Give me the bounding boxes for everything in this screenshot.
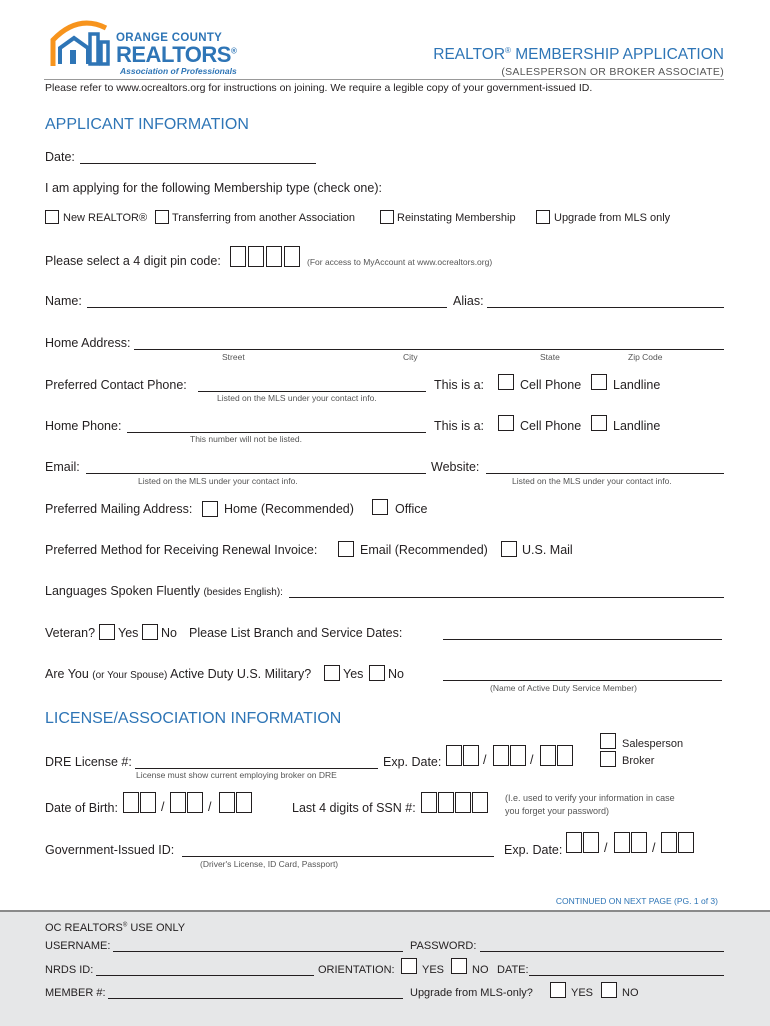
languages-note: (besides English): <box>203 587 283 598</box>
pref-phone-note: Listed on the MLS under your contact info. <box>217 393 377 403</box>
broker-checkbox[interactable] <box>600 751 616 767</box>
applicant-heading: APPLICANT INFORMATION <box>45 116 249 133</box>
pref-landline-label: Landline <box>613 378 661 392</box>
home-landline-checkbox[interactable] <box>591 415 607 431</box>
pref-phone-type-label: This is a: <box>434 378 485 392</box>
website-field[interactable] <box>486 473 724 474</box>
gov-id-field[interactable] <box>182 856 494 857</box>
dob-y1[interactable] <box>219 792 235 813</box>
upgrade-label: Upgrade from MLS only <box>554 212 671 224</box>
salesperson-checkbox[interactable] <box>600 733 616 749</box>
languages-label-text: Languages Spoken Fluently <box>45 584 200 598</box>
new-realtor-label: New REALTOR® <box>63 212 148 224</box>
ssn-digit-4[interactable] <box>472 792 488 813</box>
military-no-label: No <box>388 667 404 681</box>
gov-exp-slash1: / <box>604 841 608 855</box>
salesperson-label: Salesperson <box>622 738 684 750</box>
upgrade-mls-label: Upgrade from MLS-only? <box>410 987 533 999</box>
renewal-label: Preferred Method for Receiving Renewal Invoice: <box>45 543 318 557</box>
home-phone-type-label: This is a: <box>434 419 485 433</box>
veteran-label: Veteran? <box>45 626 96 640</box>
military-label-c: Active Duty U.S. Military? <box>170 667 312 681</box>
alias-field[interactable] <box>487 307 724 308</box>
office-title-b: USE ONLY <box>127 922 186 934</box>
ssn-note-1: (I.e. used to verify your information in case <box>505 793 675 803</box>
home-landline-label: Landline <box>613 419 661 433</box>
member-field[interactable] <box>108 998 403 999</box>
license-heading: LICENSE/ASSOCIATION INFORMATION <box>45 710 342 727</box>
nrds-label: NRDS ID: <box>45 964 94 976</box>
addr-street: Street <box>222 352 245 362</box>
military-label <box>45 667 311 681</box>
home-phone-field[interactable] <box>127 432 426 433</box>
transfer-checkbox[interactable] <box>155 210 169 224</box>
military-label-a: Are You <box>45 667 89 681</box>
dre-exp-m2[interactable] <box>463 745 479 766</box>
house-logo-icon <box>50 20 120 68</box>
home-phone-label: Home Phone: <box>45 419 122 433</box>
home-phone-note: This number will not be listed. <box>190 434 302 444</box>
member-label: MEMBER #: <box>45 987 106 999</box>
title-a: REALTOR <box>433 46 506 64</box>
logo-realtors: REALTORS <box>116 42 231 67</box>
username-label: USERNAME: <box>45 940 111 952</box>
renewal-mail-checkbox[interactable] <box>501 541 517 557</box>
military-label-b: (or Your Spouse) <box>92 670 168 681</box>
office-title-a: OC REALTORS <box>45 922 123 934</box>
dre-exp-d2[interactable] <box>510 745 526 766</box>
transfer-label: Transferring from another Association <box>172 212 356 224</box>
alias-label: Alias: <box>453 294 484 308</box>
email-label: Email: <box>45 460 80 474</box>
pin-digit-1[interactable] <box>230 246 246 267</box>
mailing-office-label: Office <box>395 502 428 516</box>
pref-phone-field[interactable] <box>198 391 426 392</box>
military-name-field[interactable] <box>443 680 722 681</box>
logo-line3: Association of Professionals <box>120 66 237 76</box>
name-field[interactable] <box>87 307 447 308</box>
date-field[interactable] <box>80 163 316 164</box>
mailing-home-checkbox[interactable] <box>202 501 218 517</box>
orientation-label: ORIENTATION: <box>318 964 395 976</box>
renewal-mail-label: U.S. Mail <box>522 543 573 557</box>
office-use-title <box>45 922 185 934</box>
military-yes-label: Yes <box>343 667 364 681</box>
office-title-sup: ® <box>122 922 128 929</box>
continued-note: CONTINUED ON NEXT PAGE (PG. 1 of 3) <box>555 896 718 906</box>
addr-state: State <box>540 352 560 362</box>
pin-digit-2[interactable] <box>248 246 264 267</box>
dob-slash1: / <box>161 800 165 814</box>
addr-zip: Zip Code <box>628 352 663 362</box>
mailing-office-checkbox[interactable] <box>372 499 388 515</box>
dre-exp-m1[interactable] <box>446 745 462 766</box>
orientation-no-checkbox[interactable] <box>451 958 467 974</box>
ssn-label: Last 4 digits of SSN #: <box>292 801 416 815</box>
veteran-yes-checkbox[interactable] <box>99 624 115 640</box>
upgrade-no-checkbox[interactable] <box>601 982 617 998</box>
branch-label: Please List Branch and Service Dates: <box>189 626 403 640</box>
home-cell-checkbox[interactable] <box>498 415 514 431</box>
broker-label: Broker <box>622 755 655 767</box>
gov-id-note: (Driver's License, ID Card, Passport) <box>200 859 339 869</box>
orientation-yes-label: YES <box>422 964 445 976</box>
languages-label <box>45 584 283 598</box>
logo-line1: ORANGE COUNTY <box>116 32 223 44</box>
pin-digit-4[interactable] <box>284 246 300 267</box>
header-rule <box>44 79 724 80</box>
dob-m2[interactable] <box>140 792 156 813</box>
dre-exp-slash2: / <box>530 753 534 767</box>
dre-exp-label: Exp. Date: <box>383 755 442 769</box>
veteran-no-checkbox[interactable] <box>142 624 158 640</box>
membership-prompt: I am applying for the following Membership type (check one): <box>45 181 382 195</box>
pref-landline-checkbox[interactable] <box>591 374 607 390</box>
home-cell-label: Cell Phone <box>520 419 582 433</box>
ssn-digit-2[interactable] <box>438 792 454 813</box>
reinstate-checkbox[interactable] <box>380 210 394 224</box>
pin-digit-3[interactable] <box>266 246 282 267</box>
pref-cell-label: Cell Phone <box>520 378 582 392</box>
dob-d2[interactable] <box>187 792 203 813</box>
reinstate-label: Reinstating Membership <box>397 212 516 224</box>
orientation-yes-checkbox[interactable] <box>401 958 417 974</box>
password-field[interactable] <box>480 951 724 952</box>
gov-exp-y1[interactable] <box>661 832 677 853</box>
pref-cell-checkbox[interactable] <box>498 374 514 390</box>
dre-exp-slash1: / <box>483 753 487 767</box>
pin-label: Please select a 4 digit pin code: <box>45 254 221 268</box>
dre-field[interactable] <box>135 768 378 769</box>
nrds-field[interactable] <box>96 975 314 976</box>
gov-exp-m2[interactable] <box>583 832 599 853</box>
upgrade-yes-checkbox[interactable] <box>550 982 566 998</box>
military-no-checkbox[interactable] <box>369 665 385 681</box>
languages-field[interactable] <box>289 597 724 598</box>
gov-exp-m1[interactable] <box>566 832 582 853</box>
form-subtitle: (SALESPERSON OR BROKER ASSOCIATE) <box>501 66 724 78</box>
name-label: Name: <box>45 294 82 308</box>
website-label: Website: <box>431 460 480 474</box>
logo-line2 <box>116 42 236 68</box>
veteran-yes-label: Yes <box>118 626 139 640</box>
username-field[interactable] <box>113 951 403 952</box>
website-note: Listed on the MLS under your contact info. <box>512 476 672 486</box>
gov-exp-slash2: / <box>652 841 656 855</box>
email-note: Listed on the MLS under your contact info. <box>138 476 298 486</box>
home-address-label: Home Address: <box>45 336 131 350</box>
dre-label: DRE License #: <box>45 755 132 769</box>
dob-m1[interactable] <box>123 792 139 813</box>
home-address-field[interactable] <box>134 349 724 350</box>
pin-note: (For access to MyAccount at www.ocrealtors.org) <box>307 257 493 267</box>
ssn-note-2: you forget your password) <box>505 806 610 816</box>
mailing-home-label: Home (Recommended) <box>224 502 354 516</box>
ssn-digit-1[interactable] <box>421 792 437 813</box>
dob-y2[interactable] <box>236 792 252 813</box>
dob-d1[interactable] <box>170 792 186 813</box>
addr-city: City <box>403 352 418 362</box>
gov-exp-label: Exp. Date: <box>504 843 563 857</box>
dre-exp-y1[interactable] <box>540 745 556 766</box>
form-title <box>433 46 724 64</box>
gov-exp-y2[interactable] <box>678 832 694 853</box>
branch-field[interactable] <box>443 639 722 640</box>
upgrade-no-label: NO <box>622 987 639 999</box>
date-label: Date: <box>45 150 75 164</box>
gov-exp-d1[interactable] <box>614 832 630 853</box>
pref-phone-label: Preferred Contact Phone: <box>45 378 187 392</box>
intro-text: Please refer to www.ocrealtors.org for instructions on joining. We require a legible copy of your government-issued ID. <box>45 82 593 94</box>
orientation-no-label: NO <box>472 964 489 976</box>
date-office-field[interactable] <box>529 975 724 976</box>
veteran-no-label: No <box>161 626 177 640</box>
gov-id-label: Government-Issued ID: <box>45 843 175 857</box>
email-field[interactable] <box>86 473 426 474</box>
upgrade-checkbox[interactable] <box>536 210 550 224</box>
military-yes-checkbox[interactable] <box>324 665 340 681</box>
upgrade-yes-label: YES <box>571 987 594 999</box>
ssn-digit-3[interactable] <box>455 792 471 813</box>
gov-exp-d2[interactable] <box>631 832 647 853</box>
new-realtor-checkbox[interactable] <box>45 210 59 224</box>
dob-label: Date of Birth: <box>45 801 118 815</box>
dre-note: License must show current employing broker on DRE <box>136 770 337 780</box>
title-sup: ® <box>505 46 511 55</box>
dre-exp-d1[interactable] <box>493 745 509 766</box>
renewal-email-label: Email (Recommended) <box>360 543 488 557</box>
mailing-label: Preferred Mailing Address: <box>45 502 193 516</box>
title-b: MEMBERSHIP APPLICATION <box>510 46 724 64</box>
dre-exp-y2[interactable] <box>557 745 573 766</box>
password-label: PASSWORD: <box>410 940 477 952</box>
logo-reg: ® <box>230 46 237 56</box>
renewal-email-checkbox[interactable] <box>338 541 354 557</box>
logo <box>50 18 240 78</box>
dob-slash2: / <box>208 800 212 814</box>
date-office-label: DATE: <box>497 964 529 976</box>
military-note: (Name of Active Duty Service Member) <box>490 683 637 693</box>
